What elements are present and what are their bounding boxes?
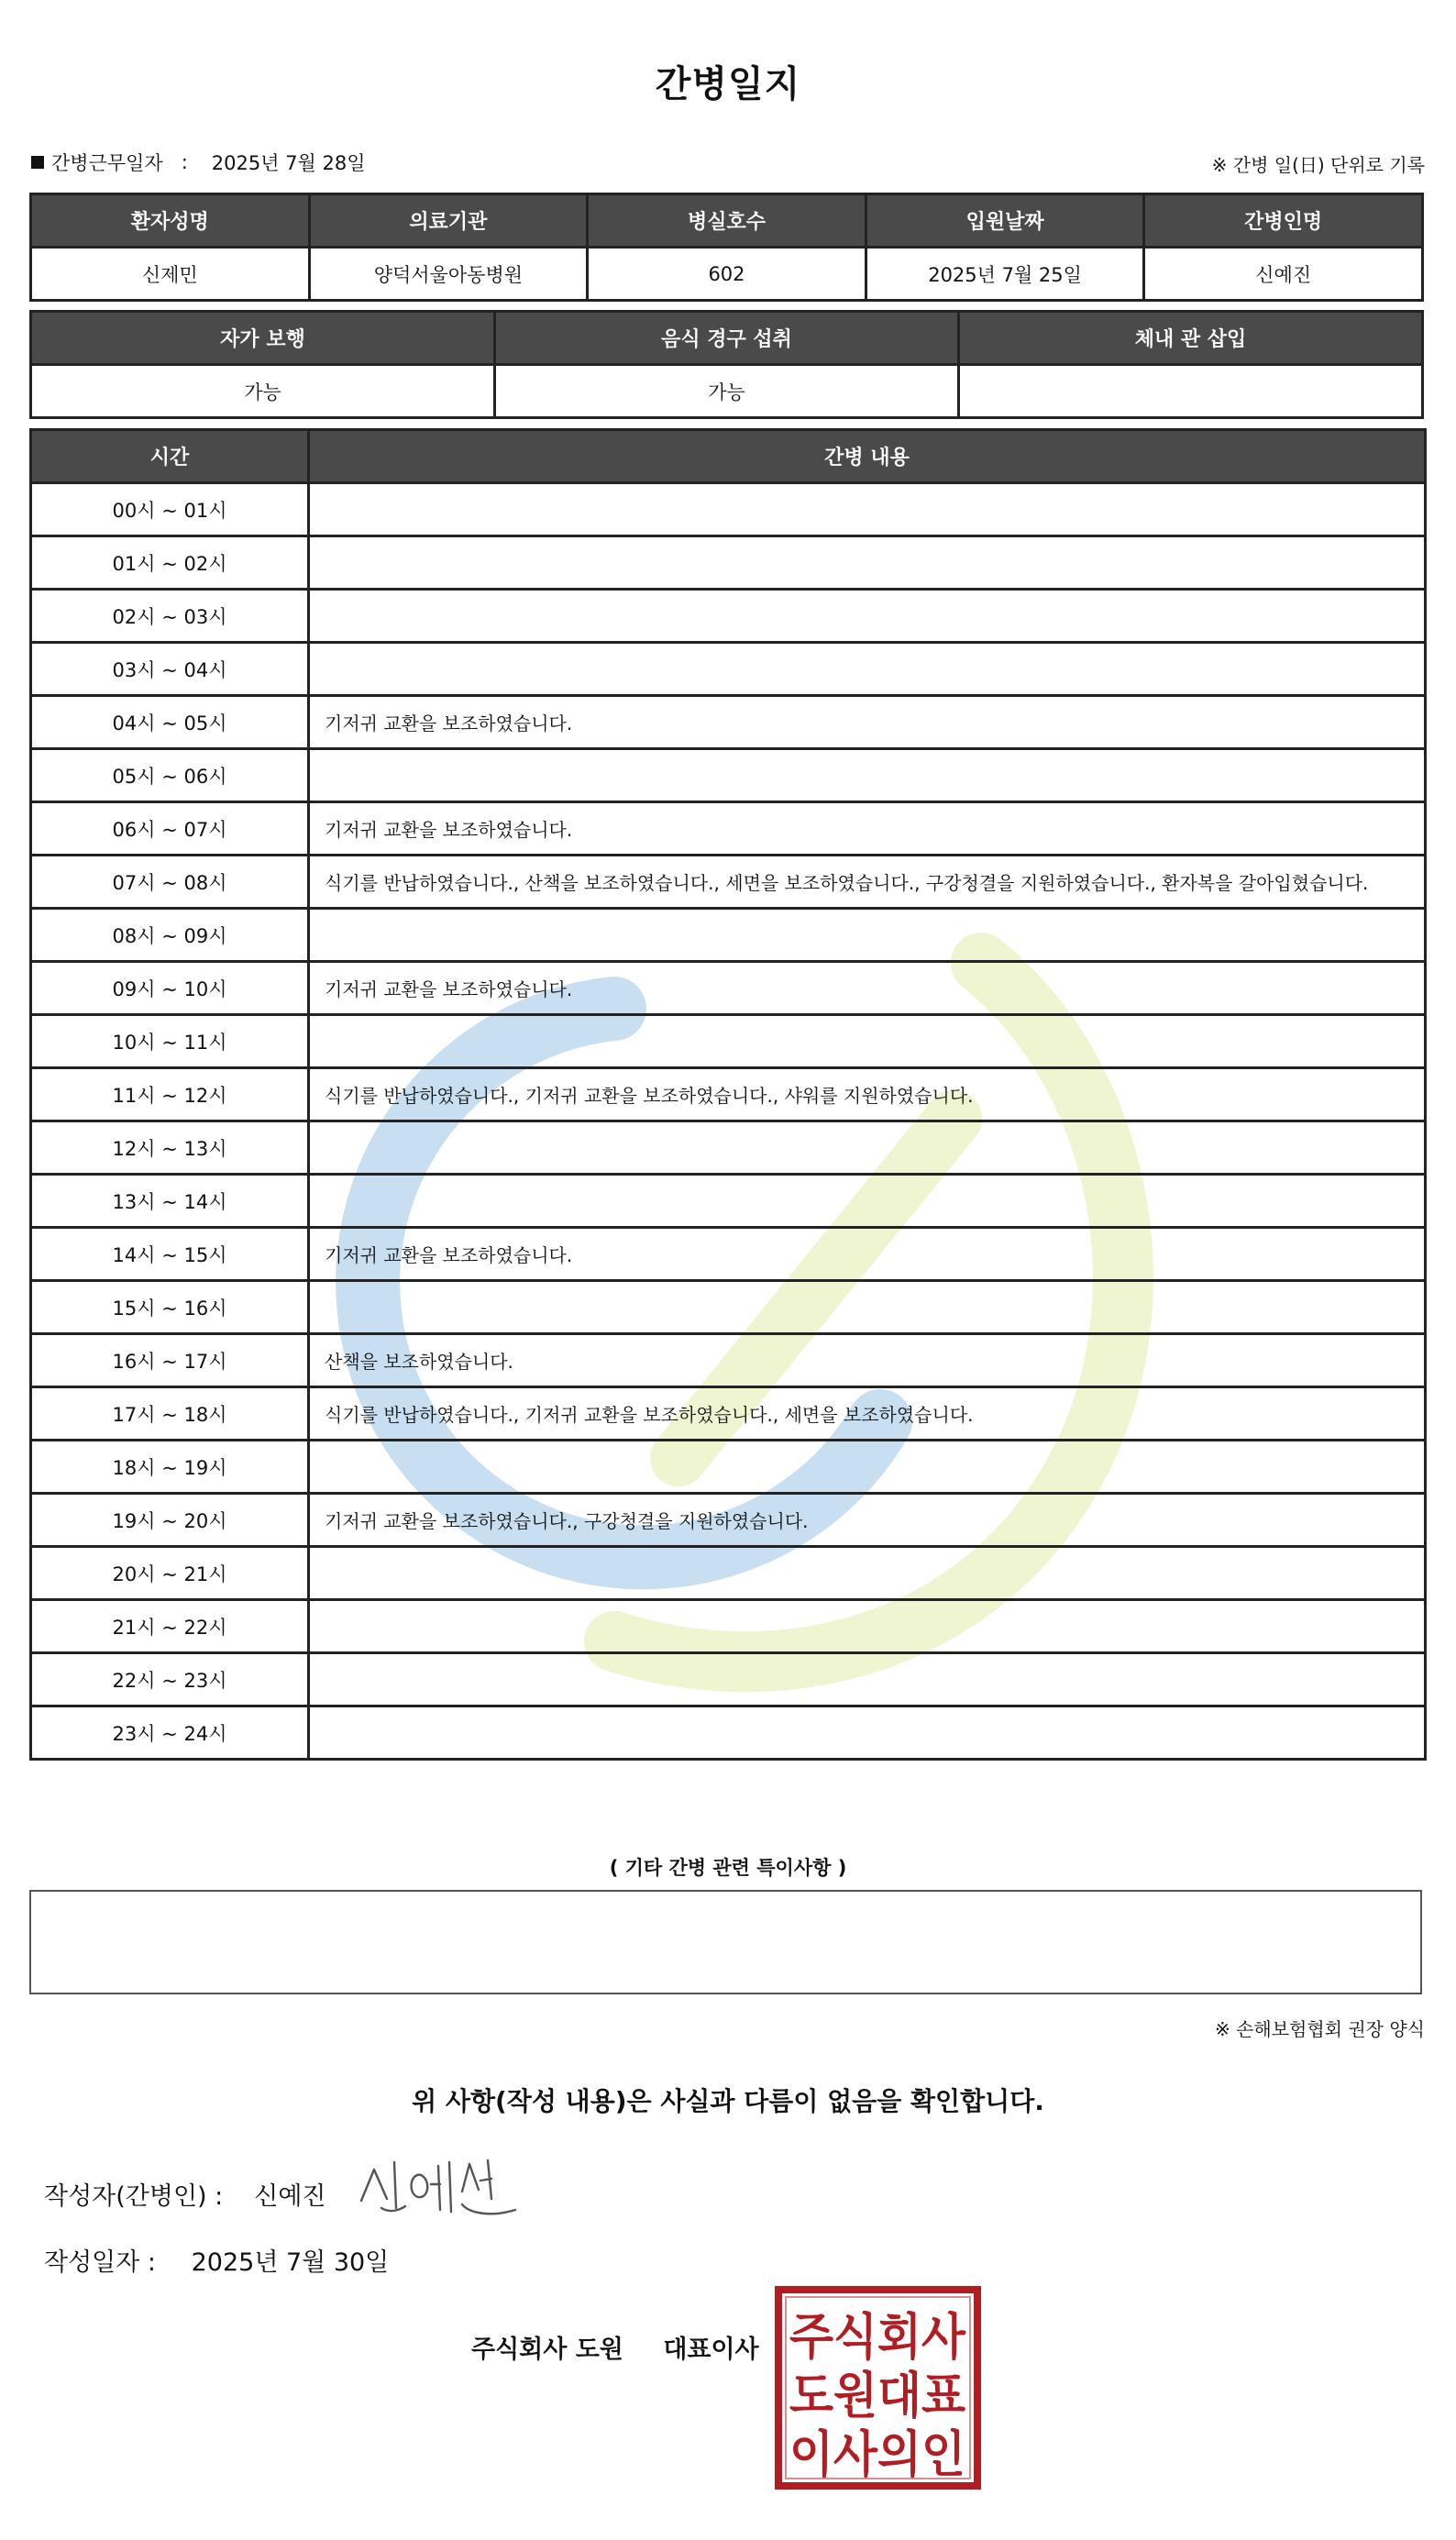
patient-status-table [29, 310, 1424, 419]
care-log-time: 23시 ~ 24시 [31, 1706, 309, 1760]
care-log-content [309, 590, 1426, 643]
care-log-time: 08시 ~ 09시 [31, 909, 309, 962]
header-self-walking: 자가 보행 [31, 312, 495, 365]
care-log-row [31, 856, 1426, 909]
written-date-value: 2025년 7월 30일 [191, 2248, 390, 2277]
care-log-content: 식기를 반납하였습니다., 기저귀 교환을 보조하였습니다., 세면을 보조하였습니다. [309, 1387, 1426, 1441]
care-log-content [309, 643, 1426, 696]
header-hospital: 의료기관 [309, 194, 588, 248]
seal-line-3: 이사의인 [789, 2425, 965, 2483]
care-log-time: 12시 ~ 13시 [31, 1121, 309, 1175]
care-log-content [309, 536, 1426, 590]
care-log-content: 식기를 반납하였습니다., 산책을 보조하였습니다., 세면을 보조하였습니다., 구강청결을 지원하였습니다., 환자복을 갈아입혔습니다. [309, 856, 1426, 909]
care-log-content [309, 1281, 1426, 1334]
company-line [471, 2329, 759, 2365]
care-log-table [29, 428, 1427, 1761]
care-log-time: 02시 ~ 03시 [31, 590, 309, 643]
care-log-content [309, 1121, 1426, 1175]
bullet-square-icon [31, 156, 44, 169]
care-log-time: 13시 ~ 14시 [31, 1175, 309, 1228]
care-log-content [309, 909, 1426, 962]
care-log-content [309, 1706, 1426, 1760]
tube-insertion-value [959, 365, 1423, 418]
header-admission-date: 입원날짜 [866, 194, 1144, 248]
header-oral-intake: 음식 경구 섭취 [495, 312, 959, 365]
work-date-row [31, 149, 366, 176]
care-log-content: 기저귀 교환을 보조하였습니다., 구강청결을 지원하였습니다. [309, 1494, 1426, 1547]
care-log-content: 기저귀 교환을 보조하였습니다. [309, 802, 1426, 856]
header-caregiver-name: 간병인명 [1144, 194, 1423, 248]
care-log-row [31, 1387, 1426, 1441]
care-log-time: 10시 ~ 11시 [31, 1015, 309, 1068]
work-date-value: 2025년 7월 28일 [211, 152, 366, 174]
care-log-row [31, 1600, 1426, 1653]
care-log-time: 04시 ~ 05시 [31, 696, 309, 749]
care-log-row [31, 536, 1426, 590]
care-log-time: 21시 ~ 22시 [31, 1600, 309, 1653]
care-log-time: 03시 ~ 04시 [31, 643, 309, 696]
company-seal [775, 2286, 981, 2490]
care-log-content: 기저귀 교환을 보조하였습니다. [309, 1228, 1426, 1281]
care-log-time: 05시 ~ 06시 [31, 749, 309, 802]
oral-intake-value: 가능 [495, 365, 959, 418]
care-log-content [309, 1175, 1426, 1228]
admission-date: 2025년 7월 25일 [866, 248, 1144, 301]
patient-info-table [29, 193, 1424, 302]
patient-status-value-row [31, 365, 1423, 418]
care-log-row [31, 1334, 1426, 1387]
care-log-row [31, 909, 1426, 962]
seal-line-2: 도원대표 [789, 2367, 965, 2424]
hospital-name: 양덕서울아동병원 [309, 248, 588, 301]
care-log-time: 01시 ~ 02시 [31, 536, 309, 590]
notes-box [29, 1890, 1422, 1994]
notes-title: ( 기타 간병 관련 특이사항 ) [609, 1857, 847, 1879]
care-log-row [31, 1494, 1426, 1547]
care-log-time: 11시 ~ 12시 [31, 1068, 309, 1121]
care-log-time: 20시 ~ 21시 [31, 1547, 309, 1600]
writer-label: 작성자(간병인) : [44, 2182, 224, 2211]
care-log-body [31, 483, 1426, 1760]
company-name: 주식회사 도원 [471, 2336, 623, 2364]
header-time: 시간 [31, 430, 309, 483]
representative-title: 대표이사 [663, 2336, 759, 2364]
caregiver-name: 신예진 [1144, 248, 1423, 301]
care-log-row [31, 1068, 1426, 1121]
patient-info-header-row [31, 194, 1423, 248]
recommended-form-note: ※ 손해보험협회 권장 양식 [1214, 2018, 1425, 2040]
care-log-row [31, 1281, 1426, 1334]
care-log-row [31, 1175, 1426, 1228]
care-log-time: 22시 ~ 23시 [31, 1653, 309, 1706]
care-log-content: 기저귀 교환을 보조하였습니다. [309, 962, 1426, 1015]
care-log-header-row [31, 430, 1426, 483]
written-date-label: 작성일자 : [44, 2248, 157, 2277]
care-log-content [309, 1441, 1426, 1494]
document-title: 간병일지 [655, 63, 801, 105]
care-log-time: 15시 ~ 16시 [31, 1281, 309, 1334]
care-log-content: 식기를 반납하였습니다., 기저귀 교환을 보조하였습니다., 샤워를 지원하였습니다. [309, 1068, 1426, 1121]
handwritten-signature [354, 2153, 519, 2225]
care-log-time: 00시 ~ 01시 [31, 483, 309, 536]
care-log-content [309, 483, 1426, 536]
record-unit-note: ※ 간병 일(日) 단위로 기록 [1211, 154, 1425, 176]
patient-name: 신제민 [31, 248, 310, 301]
care-log-row [31, 1228, 1426, 1281]
care-log-content [309, 1653, 1426, 1706]
care-log-row [31, 483, 1426, 536]
care-log-row [31, 1441, 1426, 1494]
writer-name: 신예진 [254, 2182, 326, 2211]
care-log-content [309, 749, 1426, 802]
care-log-content [309, 1600, 1426, 1653]
care-log-row [31, 643, 1426, 696]
care-log-row [31, 1015, 1426, 1068]
care-log-time: 09시 ~ 10시 [31, 962, 309, 1015]
care-log-row [31, 1547, 1426, 1600]
care-log-row [31, 590, 1426, 643]
care-log-time: 16시 ~ 17시 [31, 1334, 309, 1387]
care-log-content: 산책을 보조하였습니다. [309, 1334, 1426, 1387]
care-log-row [31, 1653, 1426, 1706]
care-log-row [31, 1706, 1426, 1760]
header-patient-name: 환자성명 [31, 194, 310, 248]
patient-status-header-row [31, 312, 1423, 365]
self-walking-value: 가능 [31, 365, 495, 418]
header-room-number: 병실호수 [588, 194, 866, 248]
care-log-row [31, 749, 1426, 802]
care-log-time: 06시 ~ 07시 [31, 802, 309, 856]
care-log-time: 07시 ~ 08시 [31, 856, 309, 909]
patient-info-value-row [31, 248, 1423, 301]
care-log-row [31, 1121, 1426, 1175]
care-log-content [309, 1015, 1426, 1068]
care-log-content: 기저귀 교환을 보조하였습니다. [309, 696, 1426, 749]
care-log-row [31, 802, 1426, 856]
care-log-row [31, 696, 1426, 749]
writer-row [44, 2176, 326, 2212]
room-number: 602 [588, 248, 866, 301]
care-log-time: 14시 ~ 15시 [31, 1228, 309, 1281]
care-log-time: 19시 ~ 20시 [31, 1494, 309, 1547]
seal-line-1: 주식회사 [789, 2308, 966, 2366]
care-log-content [309, 1547, 1426, 1600]
work-date-separator: : [181, 151, 188, 173]
confirmation-statement: 위 사항(작성 내용)은 사실과 다름이 없음을 확인합니다. [412, 2086, 1044, 2116]
written-date-row [44, 2242, 389, 2278]
care-log-time: 18시 ~ 19시 [31, 1441, 309, 1494]
header-tube-insertion: 체내 관 삽입 [959, 312, 1423, 365]
care-log-time: 17시 ~ 18시 [31, 1387, 309, 1441]
care-log-row [31, 962, 1426, 1015]
work-date-label: 간병근무일자 [51, 152, 163, 174]
header-care-content: 간병 내용 [309, 430, 1426, 483]
